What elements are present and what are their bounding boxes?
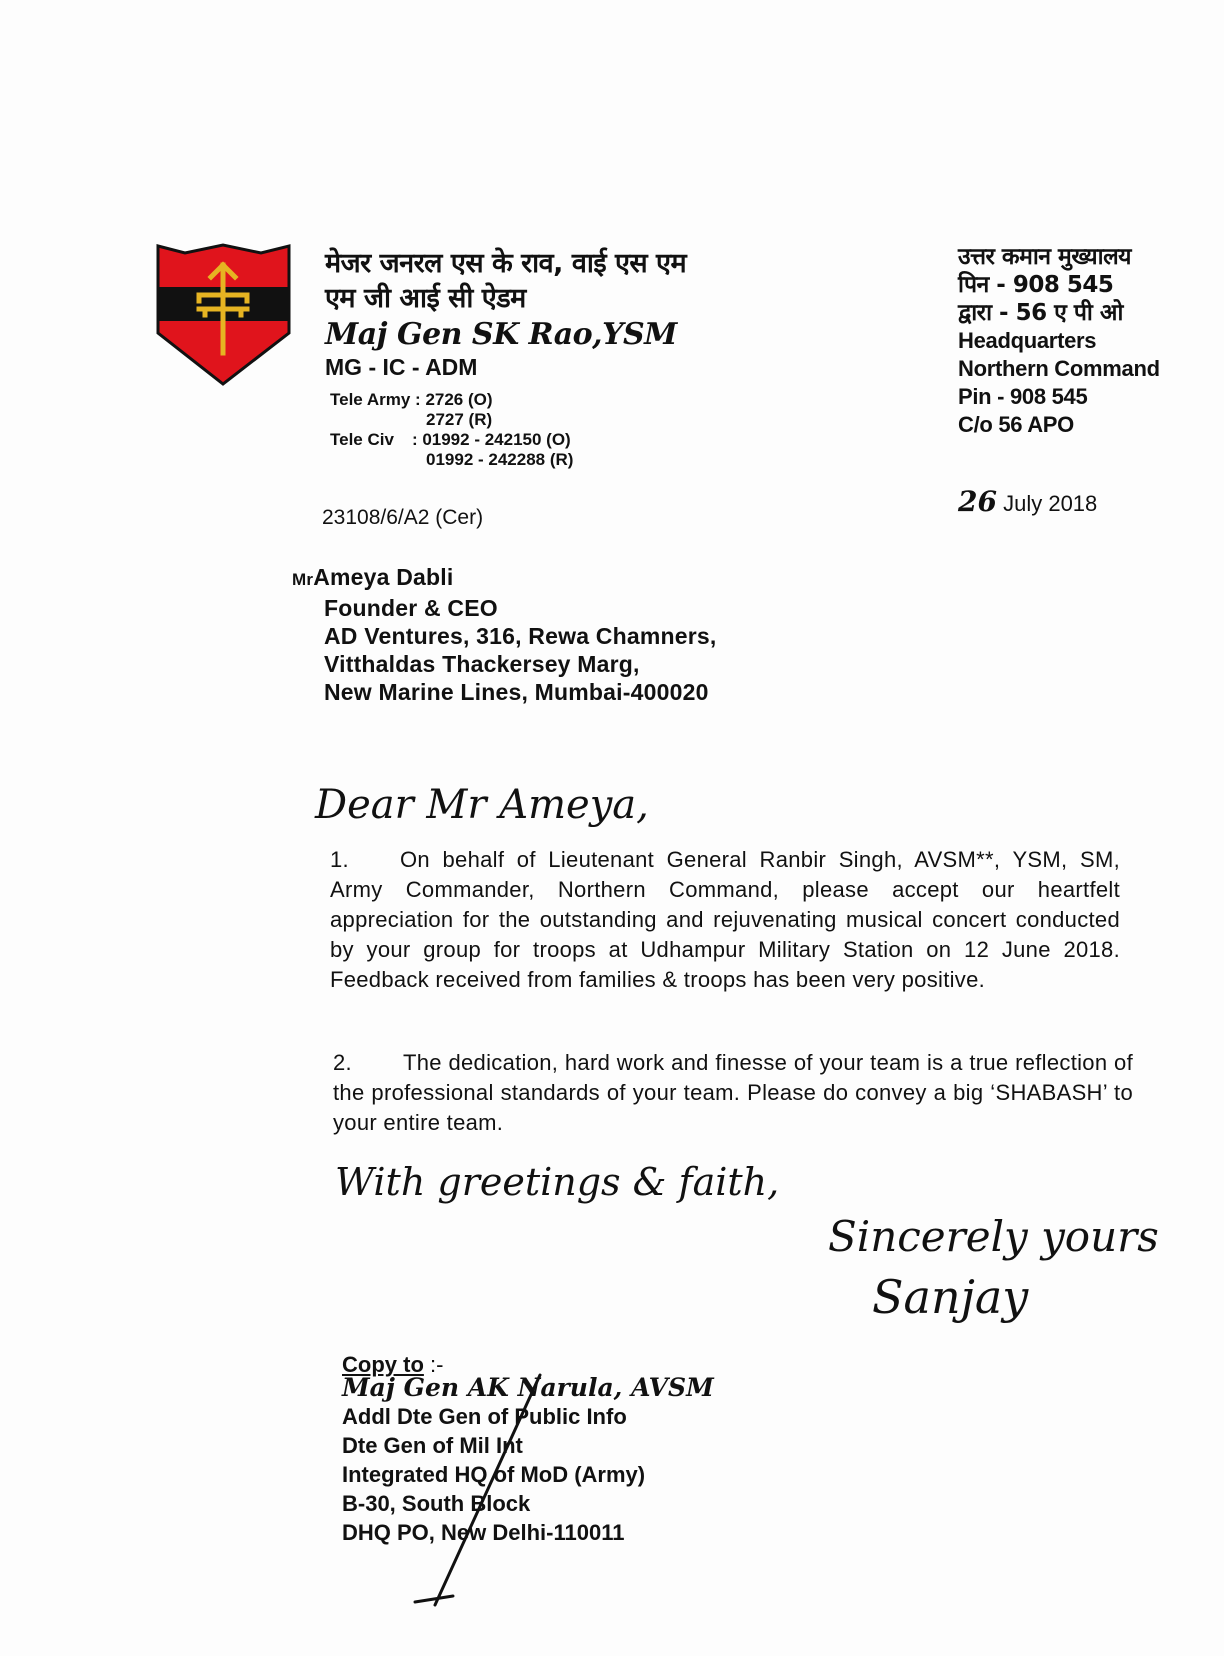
hq-line2: Northern Command — [958, 356, 1160, 381]
addressee-block — [292, 563, 716, 706]
addressee-prefix: Mr — [292, 570, 314, 589]
date-day: 26 — [958, 485, 997, 518]
sender-block — [325, 243, 686, 381]
hq-hindi-line2: पिन - 908 545 — [958, 272, 1114, 298]
paragraph-number: 2. — [333, 1050, 352, 1075]
tele-civ-label: Tele Civ — [330, 430, 394, 449]
addressee-address-line2: Vitthaldas Thackersey Marg, — [324, 651, 640, 677]
sender-name-hindi: मेजर जनरल एस के राव, वाई एस एम — [325, 248, 687, 279]
date-month-year: July 2018 — [1003, 491, 1098, 516]
hq-line3: Pin - 908 545 — [958, 384, 1088, 409]
copy-to-line1: Addl Dte Gen of Public Info — [342, 1404, 627, 1429]
pen-stroke-mark — [395, 1370, 545, 1620]
tele-army-res: 2727 (R) — [426, 410, 493, 429]
hq-address-block — [958, 243, 1160, 439]
closing-sincerely: Sincerely yours — [828, 1212, 1159, 1261]
hq-hindi-line3: द्वारा - 56 ए पी ओ — [958, 300, 1123, 326]
copy-to-heading-suffix: :- — [423, 1352, 444, 1377]
hq-line4: C/o 56 APO — [958, 412, 1074, 437]
paragraph-text: On behalf of Lieutenant General Ranbir Singh, AVSM**, YSM, SM, Army Commander, Northern Command, please accept our heartfelt appreciation for the outstanding and rejuvenating musical concert conducted by your group for troops at Udhampur Military Station on 12 June 2018. Feedback received from families & troops has been very positive. — [330, 847, 1120, 992]
tele-army-label: Tele Army : — [330, 390, 421, 409]
addressee-name: Ameya Dabli — [313, 564, 454, 590]
copy-to-line2: Dte Gen of Mil Int — [342, 1433, 523, 1458]
sender-name-script: Maj Gen SK Rao,YSM — [325, 317, 677, 352]
addressee-title: Founder & CEO — [324, 595, 498, 621]
reference-number: 23108/6/A2 (Cer) — [322, 506, 484, 529]
addressee-address-line3: New Marine Lines, Mumbai-400020 — [324, 679, 709, 705]
hq-line1: Headquarters — [958, 328, 1097, 353]
body-paragraph-1 — [330, 845, 1120, 995]
tele-civ-res: 01992 - 242288 (R) — [426, 450, 574, 469]
salutation: Dear Mr Ameya, — [315, 782, 649, 828]
sender-appointment-hindi: एम जी आई सी ऐडम — [325, 283, 526, 314]
copy-to-handwritten-name: Maj Gen AK Narula, AVSM — [342, 1373, 714, 1402]
addressee-address-line1: AD Ventures, 316, Rewa Chamners, — [324, 623, 717, 649]
copy-to-line3: Integrated HQ of MoD (Army) — [342, 1462, 646, 1487]
paragraph-number: 1. — [330, 847, 349, 872]
letter-date — [958, 485, 1097, 518]
body-paragraph-2 — [333, 1048, 1133, 1138]
paragraph-text: The dedication, hard work and finesse of your team is a true reflection of the professional standards of your team. Please do convey a big ‘SHABASH’ to your entire team. — [333, 1050, 1133, 1135]
copy-to-line4: B-30, South Block — [342, 1491, 531, 1516]
closing-greeting: With greetings & faith, — [335, 1160, 780, 1204]
telephone-block — [330, 390, 573, 470]
tele-army-office: 2726 (O) — [425, 390, 493, 409]
northern-command-emblem — [155, 243, 292, 386]
sender-appointment: MG - IC - ADM — [325, 354, 478, 380]
hq-hindi-line1: उत्तर कमान मुख्यालय — [958, 244, 1131, 270]
copy-to-line5: DHQ PO, New Delhi-110011 — [342, 1520, 625, 1545]
closing-signature: Sanjay — [872, 1270, 1029, 1324]
tele-civ-office: : 01992 - 242150 (O) — [411, 430, 571, 449]
copy-to-heading: Copy to — [342, 1352, 424, 1377]
